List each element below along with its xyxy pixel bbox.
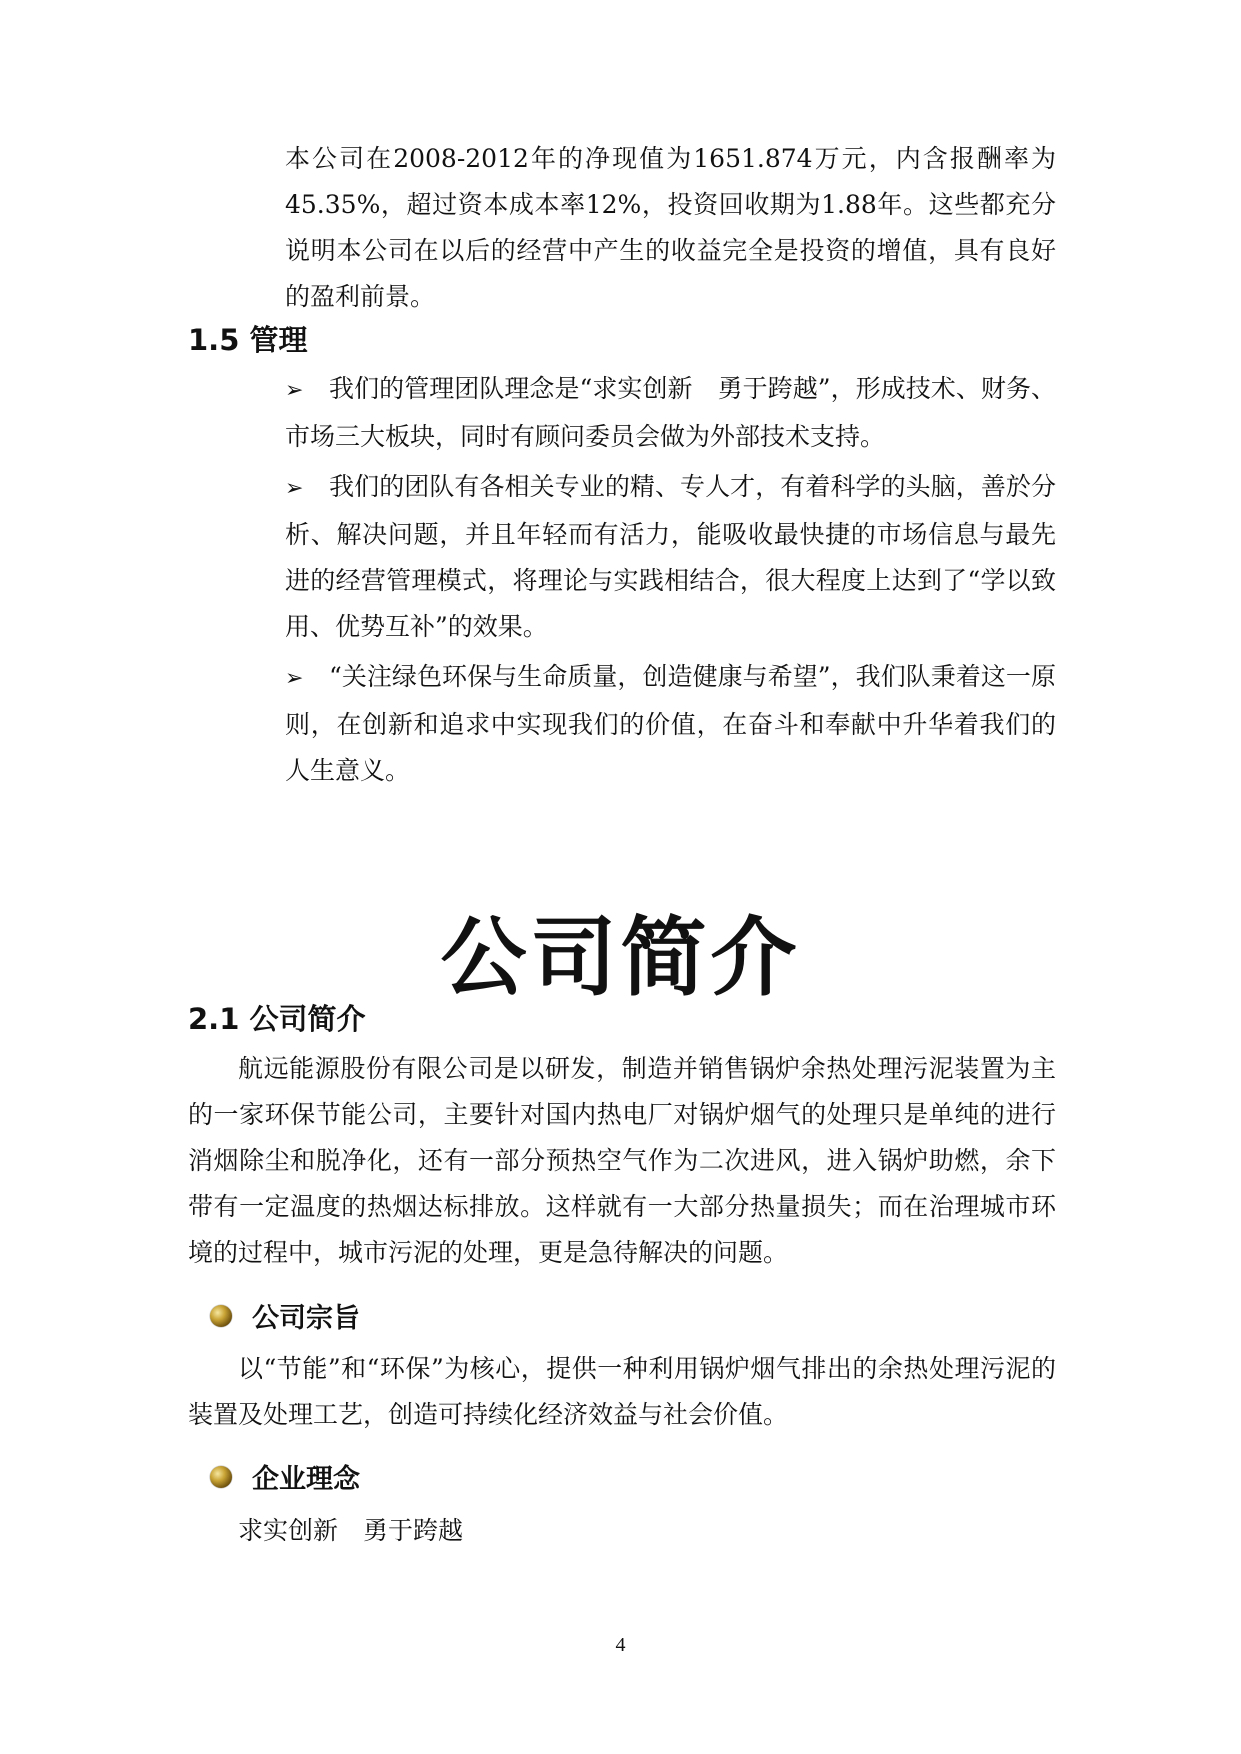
gold-orb-bullet-icon: [210, 1466, 232, 1488]
page-number: 4: [615, 1634, 626, 1656]
purpose-paragraph-block: [188, 1346, 1056, 1438]
arrow-bullet-icon: ➢: [285, 378, 304, 403]
bullet-text-3: “关注绿色环保与生命质量，创造健康与希望”，我们队秉着这一原则，在创新和追求中实现我们的价值，在奋斗和奉献中升华着我们的人生意义。: [285, 662, 1056, 785]
philosophy-paragraph-block: [188, 1508, 1056, 1554]
management-bullet-list: [285, 366, 1056, 798]
bullet-item-1: [285, 366, 1056, 460]
bullet-text-2: 我们的团队有各相关专业的精、专人才，有着科学的头脑，善於分析、解决问题，并且年轻而有活力，能吸收最快捷的市场信息与最先进的经营管理模式，将理论与实践相结合，很大程度上达到了“学以致用、优势互补”的效果。: [285, 472, 1056, 641]
section-heading-1-5: 1.5 管理: [188, 323, 308, 357]
purpose-paragraph: 以“节能”和“环保”为核心，提供一种利用锅炉烟气排出的余热处理污泥的装置及处理工艺，创造可持续化经济效益与社会价值。: [188, 1354, 1056, 1429]
bullet-item-3: [285, 654, 1056, 794]
chapter-title: 公司简介: [440, 907, 801, 1008]
company-intro-paragraph: 航远能源股份有限公司是以研发，制造并销售锅炉余热处理污泥装置为主的一家环保节能公司，主要针对国内热电厂对锅炉烟气的处理只是单纯的进行消烟除尘和脱净化，还有一部分预热空气作为二次进风，进入锅炉助燃，余下带有一定温度的热烟达标排放。这样就有一大部分热量损失；而在治理城市环境的过程中，城市污泥的处理，更是急待解决的问题。: [188, 1054, 1056, 1267]
purpose-heading: [210, 1296, 360, 1335]
gold-orb-bullet-icon: [210, 1305, 232, 1327]
company-intro-paragraph-block: [188, 1046, 1056, 1276]
philosophy-heading-text: 企业理念: [252, 1464, 360, 1495]
philosophy-heading: [210, 1457, 360, 1496]
philosophy-paragraph: 求实创新 勇于跨越: [238, 1516, 464, 1545]
bullet-item-2: [285, 464, 1056, 650]
arrow-bullet-icon: ➢: [285, 476, 304, 501]
purpose-heading-text: 公司宗旨: [252, 1303, 360, 1334]
bullet-text-1: 我们的管理团队理念是“求实创新 勇于跨越”，形成技术、财务、市场三大板块，同时有顾问委员会做为外部技术支持。: [285, 374, 1056, 451]
intro-paragraph-block: [285, 136, 1056, 320]
arrow-bullet-icon: ➢: [285, 666, 304, 691]
section-heading-2-1: 2.1 公司简介: [188, 1002, 366, 1036]
intro-paragraph: 本公司在2008-2012年的净现值为1651.874万元，内含报酬率为45.35%，超过资本成本率12%，投资回收期为1.88年。这些都充分说明本公司在以后的经营中产生的收益完全是投资的增值，具有良好的盈利前景。: [285, 144, 1056, 311]
